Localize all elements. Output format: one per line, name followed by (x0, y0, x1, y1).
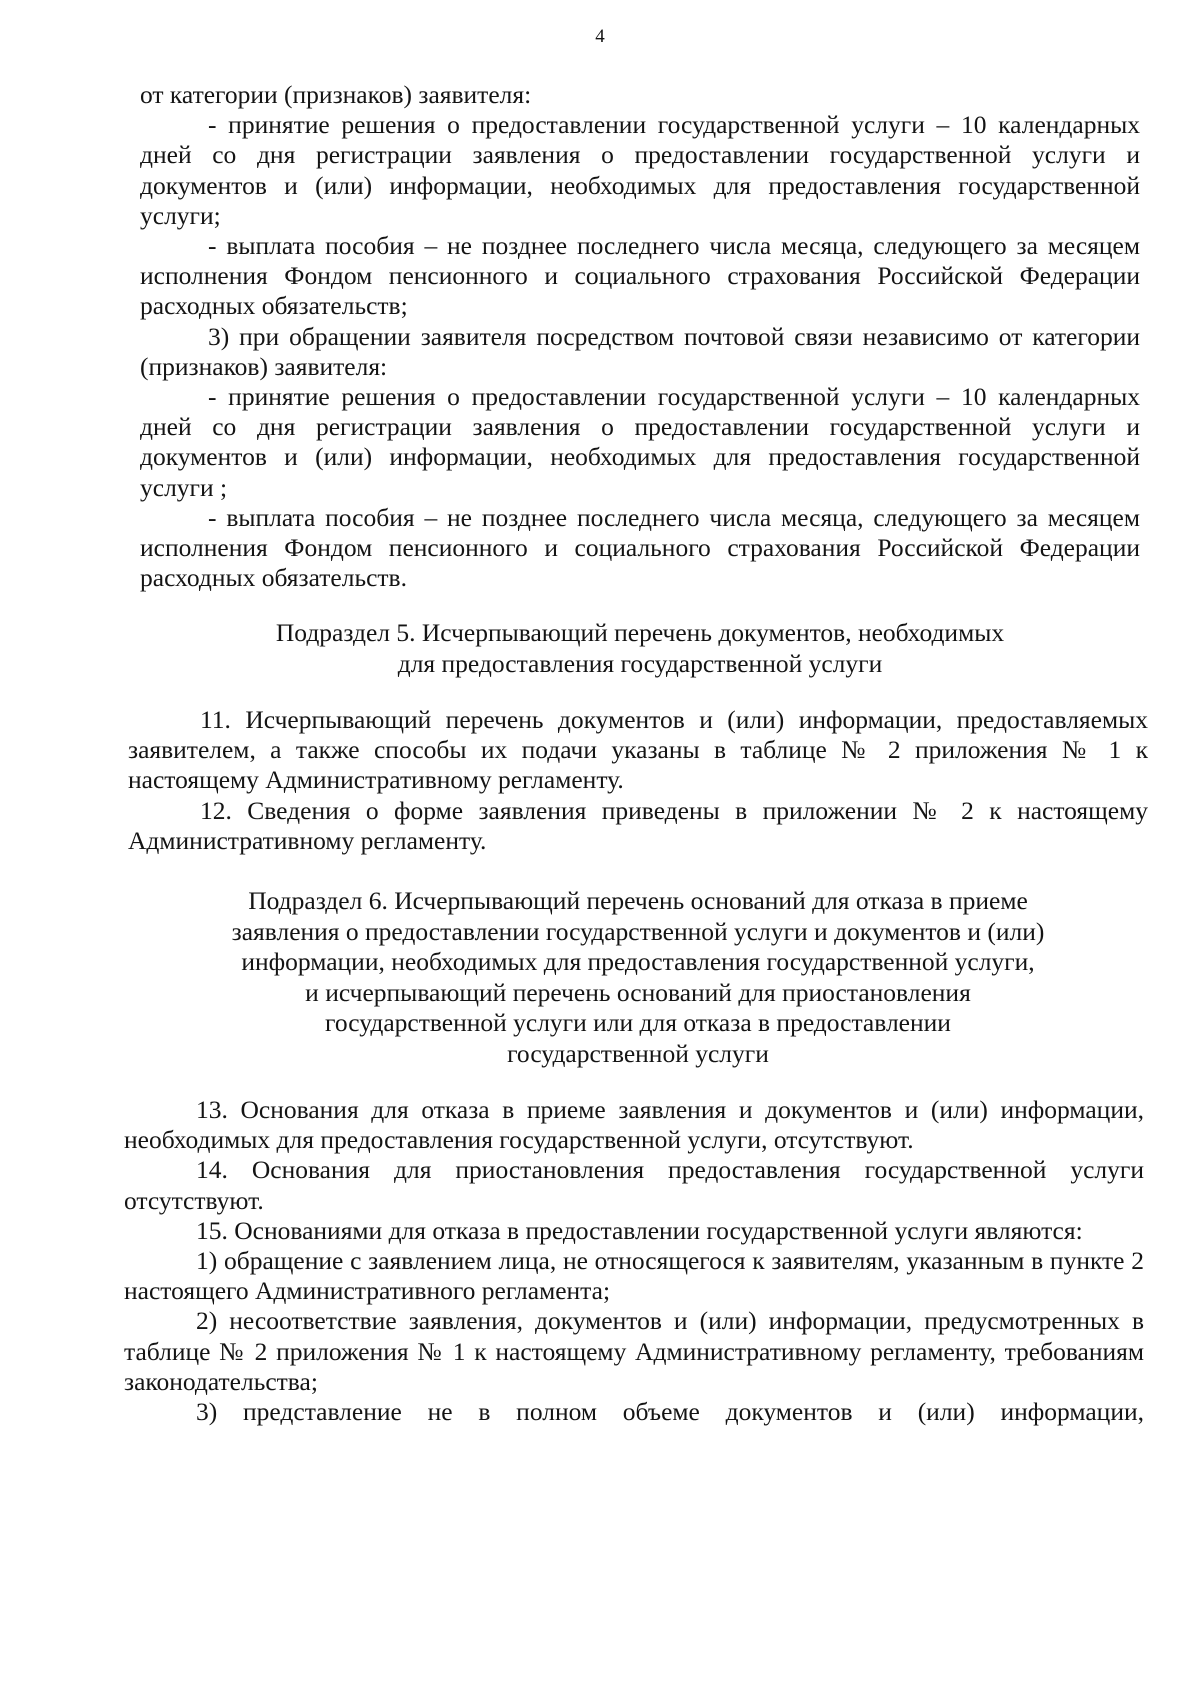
heading-line: Подраздел 6. Исчерпывающий перечень оснований для отказа в приеме (248, 886, 1028, 915)
paragraph: 1) обращение с заявлением лица, не относящегося к заявителям, указанным в пункте 2 настоящего Административного регламента; (124, 1246, 1144, 1306)
heading-line: для предоставления государственной услуги (397, 648, 883, 678)
heading-subsection-5 (140, 618, 1140, 679)
block-b (128, 705, 1148, 856)
heading-line: государственной услуги (507, 1038, 769, 1068)
block-a (140, 80, 1140, 593)
paragraph: 12. Сведения о форме заявления приведены в приложении № 2 к настоящему Административному регламенту. (128, 795, 1148, 855)
paragraph: 2) несоответствие заявления, документов и (или) информации, предусмотренных в таблице № 2 приложения № 1 к настоящему Административному регламенту, требованиям законодательства; (124, 1306, 1144, 1396)
paragraph: от категории (признаков) заявителя: (140, 80, 532, 109)
page-number: 4 (595, 26, 605, 47)
paragraph: 14. Основания для приостановления предоставления государственной услуги отсутствуют. (124, 1155, 1144, 1215)
heading-line: Подраздел 5. Исчерпывающий перечень документов, необходимых (275, 618, 1005, 647)
paragraph: 3) представление не в полном объеме документов и (или) информации, (196, 1397, 1144, 1427)
paragraph: 15. Основаниями для отказа в предоставлении государственной услуги являются: (196, 1215, 1083, 1245)
paragraph: - выплата пособия – не позднее последнего числа месяца, следующего за месяцем исполнения Фондом пенсионного и социального страхования Российской Федерации расходных обязательств; (140, 231, 1140, 321)
paragraph: 13. Основания для отказа в приеме заявления и документов и (или) информации, необходимых для предоставления государственной услуги, отсутствуют. (124, 1095, 1144, 1155)
paragraph: 3) при обращении заявителя посредством почтовой связи независимо от категории (признаков) заявителя: (140, 321, 1140, 381)
block-c (124, 1095, 1144, 1427)
paragraph: - выплата пособия – не позднее последнего числа месяца, следующего за месяцем исполнения Фондом пенсионного и социального страхования Российской Федерации расходных обязательств. (140, 502, 1140, 593)
heading-line: государственной услуги или для отказа в предоставлении (325, 1008, 951, 1038)
paragraph: - принятие решения о предоставлении государственной услуги – 10 календарных дней со дня регистрации заявления о предоставлении государственной услуги и документов и (или) информации, необходимых для предоставления государственной услуги ; (140, 382, 1140, 502)
heading-line: информации, необходимых для предоставления государственной услуги, (241, 947, 1035, 977)
paragraph: - принятие решения о предоставлении государственной услуги – 10 календарных дней со дня регистрации заявления о предоставлении государственной услуги и документов и (или) информации, необходимых для предоставления государственной услуги; (140, 110, 1140, 230)
heading-line: и исчерпывающий перечень оснований для приостановления (305, 977, 971, 1007)
heading-line: заявления о предоставлении государственной услуги и документов и (или) (231, 916, 1045, 946)
heading-subsection-6 (128, 886, 1148, 1070)
paragraph: 11. Исчерпывающий перечень документов и (или) информации, предоставляемых заявителем, а также способы их подачи указаны в таблице № 2 приложения № 1 к настоящему Административному регламенту. (128, 705, 1148, 795)
